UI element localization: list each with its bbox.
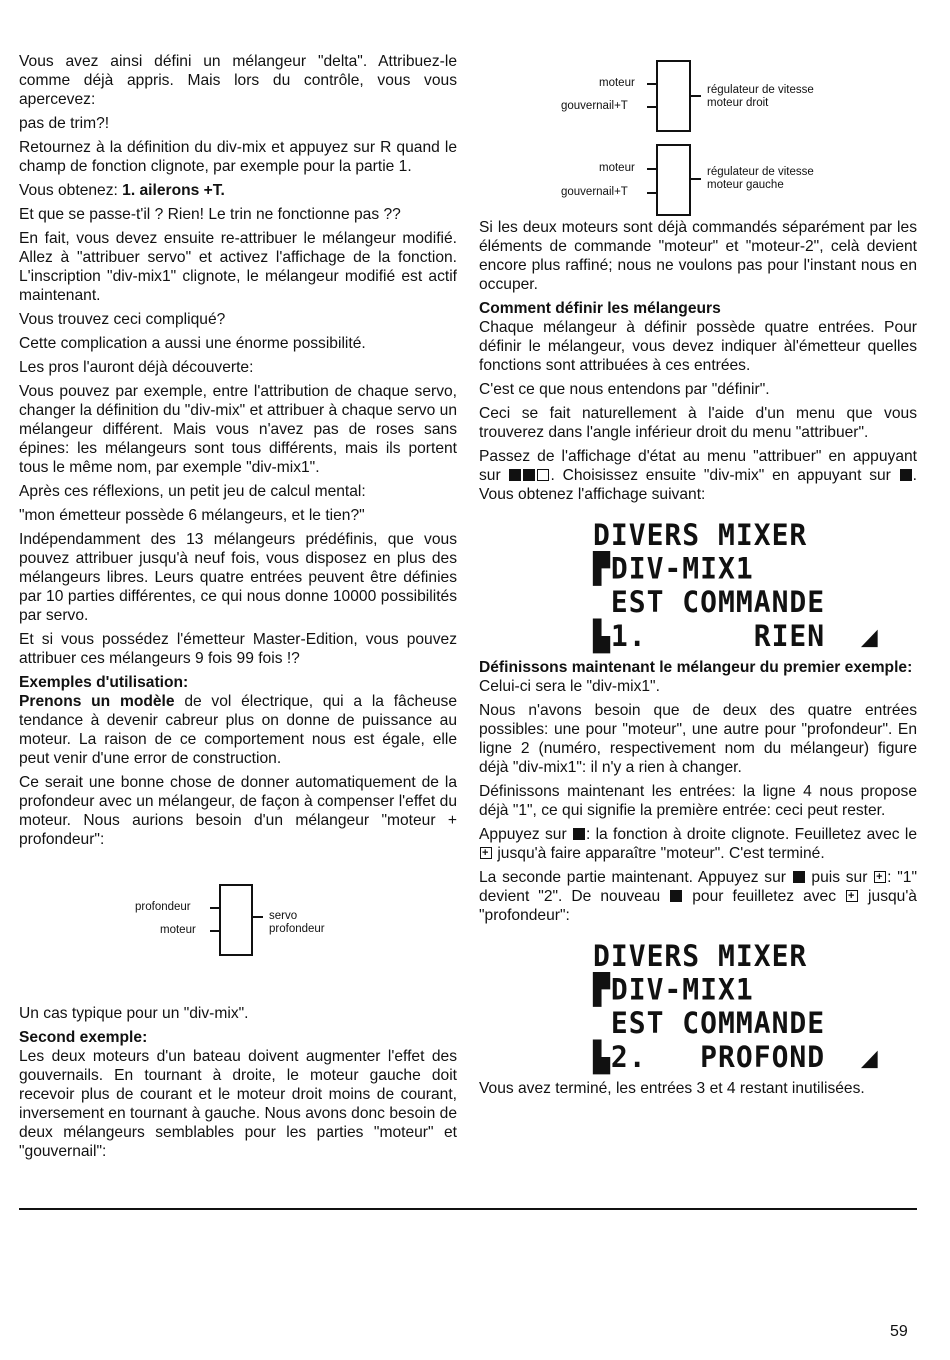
diagram-input-label: moteur (160, 924, 196, 936)
paragraph (19, 692, 457, 768)
paragraph: "mon émetteur possède 6 mélangeurs, et le tien?" (19, 507, 365, 524)
diagram-line (253, 916, 263, 918)
paragraph: Cette complication a aussi une énorme possibilité. (19, 335, 366, 352)
diagram-line (691, 178, 701, 180)
diagram-input-label: moteur (599, 77, 635, 89)
diagram-output-label: servo (269, 910, 298, 922)
paragraph: Retournez à la définition du div-mix et appuyez sur R quand le champ de fonction clignote, par exemple pour la partie 1. (19, 139, 457, 175)
section-heading: Comment définir les mélangeurs (479, 300, 721, 317)
text-run: pour feuilletez avec (683, 888, 846, 905)
text-run: jusqu'à "profondeur": (479, 888, 917, 924)
plus-key-icon (480, 847, 492, 859)
text-run: : "1" devient "2". De nouveau (479, 869, 917, 905)
text-run: : la fonction à droite clignote. Feuilletez avec le (585, 826, 917, 843)
paragraph: Définissons maintenant les entrées: la ligne 4 nous propose déjà "1", ce qui signifie la première entrée: ceci peut rester. (479, 783, 917, 819)
diagram-input-label: gouvernail+T (561, 100, 628, 112)
lcd-line: ▛DIV-MIX1 (593, 551, 754, 586)
paragraph: Après ces réflexions, un petit jeu de calcul mental: (19, 483, 366, 500)
paragraph: Si les deux moteurs sont déjà commandés séparément par les éléments de commande "moteur" et "moteur-2", celà devient encore plus raffiné; nous ne voulons pas pour l'instant nous en occuper. (479, 219, 917, 293)
plus-key-icon (846, 890, 858, 902)
paragraph: C'est ce que nous entendons par "définir". (479, 381, 770, 398)
paragraph: pas de trim?! (19, 115, 110, 132)
paragraph: Ceci se fait naturellement à l'aide d'un menu que vous trouverez dans l'angle inférieur droit du menu "attribuer". (479, 405, 917, 441)
text-run: de vol électrique, qui a la fâcheuse tendance à devenir cabreur plus on donne de puissance au moteur. La raison de ce comportement nous est égale, elle peut venir d'une error de construction. (19, 693, 457, 767)
text-run: Passez de l'affichage d'état au menu "attribuer" en appuyant sur (479, 448, 917, 484)
paragraph: Vous avez terminé, les entrées 3 et 4 restant inutilisées. (479, 1080, 865, 1097)
mixer-diagram-1 (19, 854, 457, 1004)
lcd-line: ▛DIV-MIX1 (593, 972, 754, 1007)
right-column (479, 52, 917, 1103)
paragraph: Ce serait une bonne chose de donner automatiquement de la profondeur avec un mélangeur, de façon à compenser l'effet du moteur. Nous aurions besoin d'un mélangeur "moteur + profondeur": (19, 774, 457, 848)
section-heading: Second exemple: (19, 1029, 148, 1046)
diagram-output-label: moteur droit (707, 97, 769, 109)
lcd-line: ▙1. RIEN ◢ (593, 618, 879, 654)
text-run: jusqu'à faire apparaître "moteur". C'est terminé. (493, 845, 825, 862)
enter-key-icon (573, 828, 585, 840)
enter-key-icon (670, 890, 682, 902)
mixer-box (656, 60, 691, 132)
paragraph: Un cas typique pour un "div-mix". (19, 1005, 249, 1022)
mixer-box (656, 144, 691, 216)
paragraph: Et que se passe-t'il ? Rien! Le trin ne fonctionne pas ?? (19, 206, 401, 223)
paragraph: Et si vous possédez l'émetteur Master-Edition, vous pouvez attribuer ces mélangeurs 9 fois 99 fois !? (19, 631, 457, 667)
down-key-icon (537, 469, 549, 481)
bold-text: 1. ailerons +T. (122, 182, 225, 199)
bold-text: Prenons un modèle (19, 693, 175, 710)
enter-key-icon (900, 469, 912, 481)
paragraph (19, 181, 457, 200)
paragraph: Vous pouvez par exemple, entre l'attribution de chaque servo, changer la définition du "div-mix" et attribuer à chaque servo un mélangeur différent. Mais vous n'avez pas de roses sans épines: les mélangeurs sont tous différents, mais ils portent tous le même nom, par exemple "div-mix1". (19, 383, 457, 476)
paragraph (479, 447, 917, 504)
paragraph (479, 825, 917, 863)
left-column (19, 52, 457, 1166)
lcd-line: DIVERS MIXER (593, 938, 808, 974)
text-run: La seconde partie maintenant. Appuyez sur (479, 869, 792, 886)
text-run: . Choisissez ensuite "div-mix" en appuyant sur (550, 467, 899, 484)
lcd-display-1 (593, 519, 917, 653)
text-run: puis sur (805, 869, 874, 886)
lcd-line: EST COMMANDE (593, 584, 826, 620)
diagram-output-label: régulateur de vitesse (707, 84, 814, 96)
enter-key-icon (523, 469, 535, 481)
diagram-line (691, 95, 701, 97)
paragraph: Nous n'avons besoin que de deux des quatre entrées possibles: une pour "moteur", une autre pour "profondeur". En ligne 2 (numéro, respectivement nom du mélangeur) figure déjà "div-mix1": il n'y a rien à changer. (479, 702, 917, 776)
paragraph: Les deux moteurs d'un bateau doivent augmenter l'effet des gouvernails. En tournant à droite, le moteur gauche doit recevoir plus de courant et le moteur droit moins de courant, inversement en tournant à gauche. Nous avons donc besoin de deux mélangeurs semblables pour les parties "moteur" et "gouvernail": (19, 1048, 457, 1160)
section-heading: Exemples d'utilisation: (19, 674, 189, 691)
diagram-output-label: moteur gauche (707, 179, 784, 191)
diagram-output-label: régulateur de vitesse (707, 166, 814, 178)
lcd-display-2 (593, 940, 917, 1074)
page-number: 59 (890, 1323, 908, 1340)
footer-rule (19, 1208, 917, 1210)
mixer-box (219, 884, 253, 956)
diagram-output-label: profondeur (269, 923, 325, 935)
paragraph: Indépendamment des 13 mélangeurs prédéfinis, que vous pouvez attribuer jusqu'à neuf fois, vous disposez en plus des mélangeurs libres. Leurs quatre entrées peuvent être définies par 10 parties différentes, ce qui nous donne 10000 possibilités par servo. (19, 531, 457, 624)
menu-key-icon (509, 469, 521, 481)
mixer-diagram-right (479, 52, 917, 216)
diagram-input-label: gouvernail+T (561, 186, 628, 198)
section-heading: Définissons maintenant le mélangeur du premier exemple: (479, 659, 913, 676)
text-run: Vous obtenez: (19, 182, 123, 199)
lcd-line: EST COMMANDE (593, 1005, 826, 1041)
lcd-line: DIVERS MIXER (593, 517, 808, 553)
paragraph: Vous avez ainsi défini un mélangeur "delta". Attribuez-le comme déjà appris. Mais lors du contrôle, vous vous apercevez: (19, 53, 457, 108)
paragraph: Celui-ci sera le "div-mix1". (479, 678, 660, 695)
diagram-input-label: profondeur (135, 901, 191, 913)
text-run: Appuyez sur (479, 826, 572, 843)
plus-key-icon (874, 871, 886, 883)
paragraph: Chaque mélangeur à définir possède quatre entrées. Pour définir le mélangeur, vous devez indiquer àl'émetteur quelles fonctions sont attribuées à ces entrées. (479, 319, 917, 374)
paragraph (479, 868, 917, 925)
down-key-icon (793, 871, 805, 883)
diagram-input-label: moteur (599, 162, 635, 174)
lcd-line: ▙2. PROFOND ◢ (593, 1039, 879, 1075)
paragraph: Les pros l'auront déjà découverte: (19, 359, 254, 376)
text-run: . Vous obtenez l'affichage suivant: (479, 467, 917, 503)
paragraph: En fait, vous devez ensuite re-attribuer le mélangeur modifié. Allez à "attribuer servo" et activez l'affichage de la fonction. L'inscription "div-mix1" clignote, le mélangeur modifié est actif maintenant. (19, 230, 457, 304)
paragraph: Vous trouvez ceci compliqué? (19, 311, 226, 328)
